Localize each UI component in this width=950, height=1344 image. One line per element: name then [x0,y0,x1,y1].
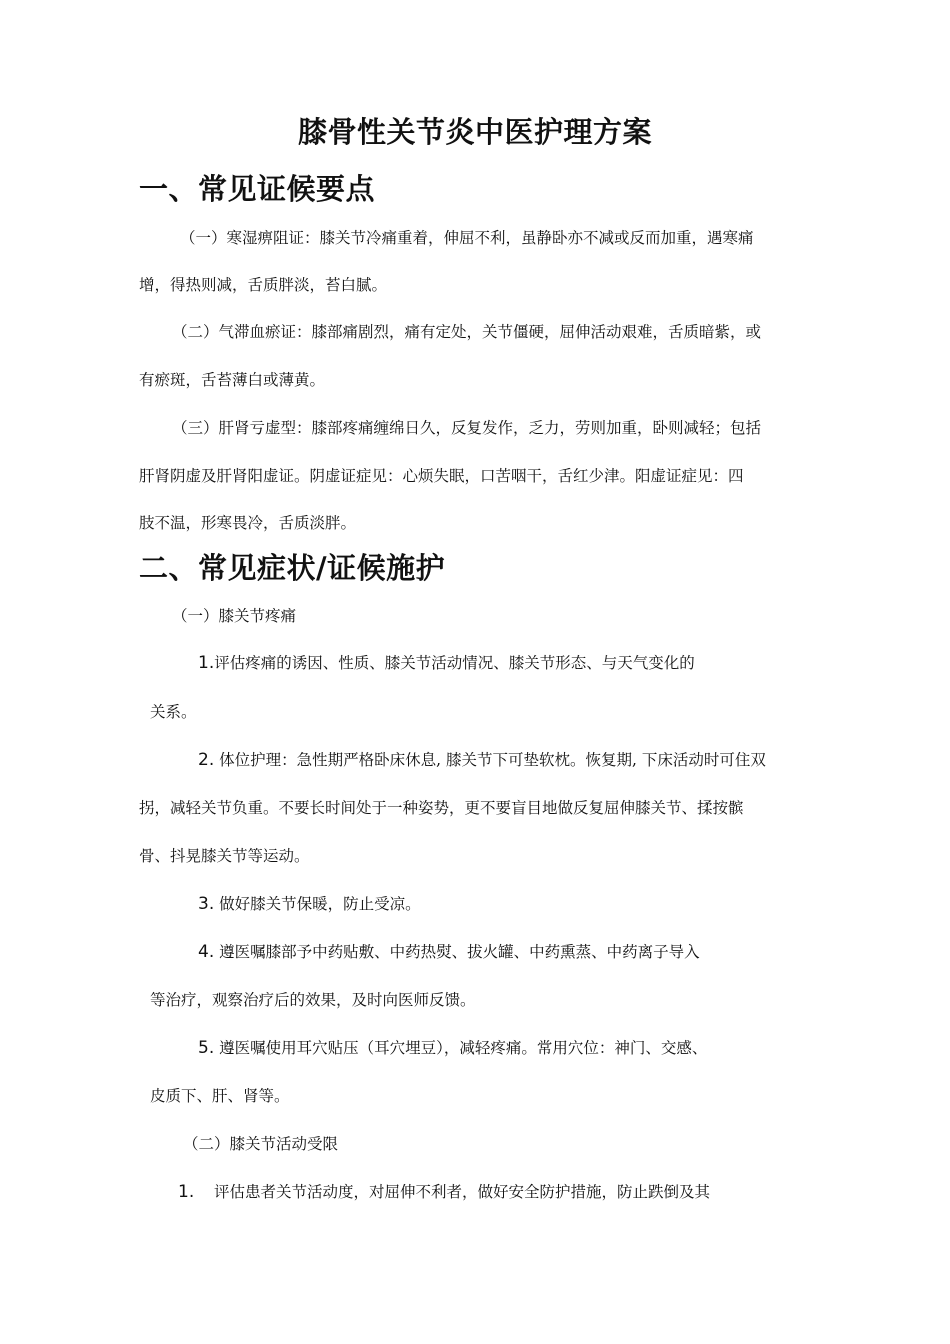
syndrome-2-line-2: 有瘀斑，舌苔薄白或薄黄。 [139,371,326,389]
item-text: 做好膝关节保暖，防止受凉。 [219,895,421,913]
document-title: 膝骨性关节炎中医护理方案 [297,115,652,149]
pain-item-1-line-1 [198,651,695,675]
pain-item-2-line-1 [198,748,766,772]
section-heading-symptom-care: 二、常见症状/证候施护 [139,551,446,585]
syndrome-2-line-1: （二）气滞血瘀证：膝部痛剧烈，痛有定处，关节僵硬，屈伸活动艰难，舌质暗紫，或 [172,323,762,341]
syndrome-3-line-3: 肢不温，形寒畏冷，舌质淡胖。 [139,514,357,532]
syndrome-3-line-2: 肝肾阴虚及肝肾阳虚证。阴虚证症见：心烦失眠，口苦咽干，舌红少津。阳虚证症见：四 [139,467,744,485]
section-heading-common-syndromes: 一、常见证候要点 [139,172,376,206]
activity-item-1-line-1 [178,1180,710,1204]
pain-item-5-line-1 [198,1036,707,1060]
subsection-label-limited-activity: （二）膝关节活动受限 [183,1135,339,1153]
pain-item-4-line-1 [198,940,700,964]
item-text: 评估疼痛的诱因、性质、膝关节活动情况、膝关节形态、与天气变化的 [214,654,695,672]
item-number: 5. [198,1038,215,1058]
item-number: 1. [178,1182,195,1202]
item-number: 2. [198,750,215,770]
item-text: 体位护理：急性期严格卧床休息, 膝关节下可垫软枕。恢复期, 下床活动时可住双 [219,751,766,769]
syndrome-3-line-1: （三）肝肾亏虚型：膝部疼痛缠绵日久，反复发作，乏力，劳则加重，卧则减轻；包括 [172,419,762,437]
pain-item-2-line-2: 拐，减轻关节负重。不要长时间处于一种姿势，更不要盲目地做反复屈伸膝关节、揉按髌 [139,799,744,817]
item-number: 1. [198,653,215,673]
pain-item-2-line-3: 骨、抖晃膝关节等运动。 [139,847,310,865]
pain-item-3-line-1 [198,892,421,916]
item-text: 遵医嘱使用耳穴贴压（耳穴埋豆），减轻疼痛。常用穴位：神门、交感、 [219,1039,708,1057]
subsection-label-knee-pain: （一）膝关节疼痛 [172,607,297,625]
syndrome-1-line-2: 增，得热则减，舌质胖淡，苔白腻。 [139,276,388,294]
item-text: 遵医嘱膝部予中药贴敷、中药热熨、拔火罐、中药熏蒸、中药离子导入 [219,943,700,961]
item-number: 3. [198,894,215,914]
pain-item-1-line-2: 关系。 [150,703,197,721]
item-number: 4. [198,942,215,962]
pain-item-5-line-2: 皮质下、肝、肾等。 [150,1087,290,1105]
item-text: 评估患者关节活动度，对屈伸不利者，做好安全防护措施，防止跌倒及其 [213,1183,710,1201]
pain-item-4-line-2: 等治疗，观察治疗后的效果，及时向医师反馈。 [150,991,476,1009]
syndrome-1-line-1: （一）寒湿痹阻证：膝关节冷痛重着，伸屈不利，虽静卧亦不减或反而加重，遇寒痛 [180,229,754,247]
